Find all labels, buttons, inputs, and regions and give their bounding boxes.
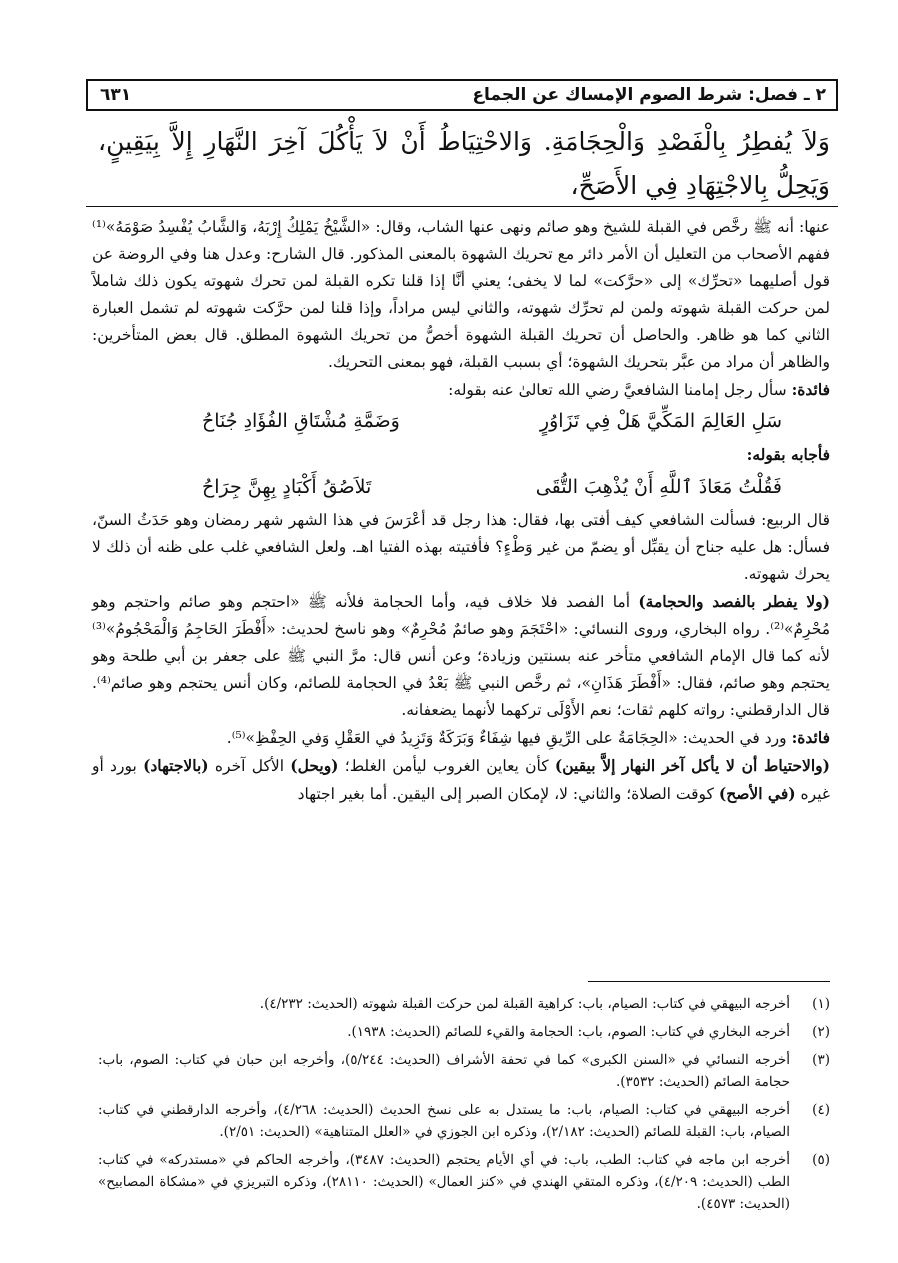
commentary-paragraph-1: عنها: أنه ﷺ رخَّص في القبلة للشيخ وهو صائم ونهى عنها الشاب، وقال: «الشَّيْخُ يَمْلِكُ إِرْبَهُ، وَالشَّابُ يُفْسِدُ صَوْمَهُ»⁽¹⁾ ففهم الأصحاب من التعليل أن الأمر دائر مع تحريك الشهوة بالمعنى المذكور. قال الشارح: وعدل هنا وفي الروضة عن قول أصليهما «تحرِّك» إلى «حرَّكت» لما لا يخفى؛ يعني أنَّا إذا قلنا تكره القبلة لمن تحرك شهوته يكون ذلك شاملاً لمن حركت القبلة شهوته ولمن لم تحرِّك شهوته، والثاني ليس مراداً، وإذا قلنا لمن حرَّكت شهوته لم تشمل العبارة الثاني كما هو ظاهر. والحاصل أن تحريك القبلة الشهوة أخصُّ من تحريك الشهوة المطلق. قال بعض المتأخرين: والظاهر أن مراد من عبَّر بتحريك الشهوة؛ أي بسبب القبلة، فهو بمعنى التحريك. xyxy=(92,218,830,371)
footnote xyxy=(98,1099,830,1143)
footnote xyxy=(98,1049,830,1093)
matn-divider xyxy=(86,206,838,207)
section-title: ٢ ـ فصل: شرط الصوم الإمساك عن الجماع xyxy=(472,85,826,105)
footnote-text: أخرجه ابن ماجه في كتاب: الطب، باب: في أي الأيام يحتجم (الحديث: ٣٤٨٧)، وأخرجه الحاكم في «مستدركه» في كتاب: الطب (الحديث: ٤/٢٠٩)، وذكره المتقي الهندي في «كنز العمال» (الحديث: ٢٨١١٠)، وذكره التبريزي في «مشكاة المصابيح» (الحديث: ٤٥٧٣). xyxy=(98,1152,790,1212)
commentary xyxy=(92,214,830,808)
footnote xyxy=(98,1149,830,1215)
commentary-paragraph-4 xyxy=(92,752,830,808)
verse-2-second-hemistich: تَلاَصُقُ أَكْبَادٍ بِهِنَّ جِرَاحُ xyxy=(202,476,372,498)
matn-text: وَلاَ يُفطِرُ بِالْفَصْدِ وَالْحِجَامَةِ. وَالاحْتِيَاطُ أَنْ لاَ يَأْكُلَ آخِرَ النَّهَارِ إِلاَّ بِيَقِينٍ، وَيَحِلُّ بِالاجْتِهَادِ فِي الأَصَحِّ، xyxy=(98,127,830,200)
commentary-paragraph-2: قال الربيع: فسألت الشافعي كيف أفتى بها، فقال: هذا رجل قد أعْرَسَ في هذا الشهر شهر رمضان وهو حَدَثُ السنّ، فسأل: هل عليه جناح أن يقبِّل أو يضمّ من غير وَطْءٍ؟ فأفتيته بهذه الفتيا اهـ. ولعل الشافعي غلب على ظنه أن ذلك لا يحرك شهوته. xyxy=(92,511,830,583)
faida-2 xyxy=(92,724,830,752)
footnote-number: (١) xyxy=(812,996,830,1012)
verse-2 xyxy=(92,474,830,501)
matn-quote-yahill: (ويحل) xyxy=(290,756,339,775)
faida-1-label: فائدة: xyxy=(791,380,830,399)
faida-1-text: سأل رجل إمامنا الشافعيَّ رضي الله تعالىٰ عنه بقوله: xyxy=(448,381,787,399)
paragraph-4-text-3: بورد أو غيره xyxy=(92,757,830,803)
footnote xyxy=(98,1021,830,1043)
matn-quote-ihtiyat: (والاحتياط أن لا يأكل آخر النهار إلاَّ بيقين) xyxy=(554,756,830,775)
commentary-paragraph-3-text: أما الفصد فلا خلاف فيه، وأما الحجامة فلأنه ﷺ «احتجم وهو صائم واحتجم وهو مُحْرِمٌ»⁽²⁾. رواه البخاري، وروى النسائي: «احْتَجَمَ وهو صائمٌ مُحْرِمٌ» وهو ناسخ لحديث: «أَفْطَرَ الحَاجِمُ وَالْمَحْجُومُ»⁽³⁾ لأنه كما قال الإمام الشافعي متأخر عنه بسنتين وزيادة؛ وعن أنس قال: مرَّ النبي ﷺ على جعفر بن أبي طلحة وهو يحتجم وهو صائم، فقال: «أَفْطَرَ هَذَانِ»، ثم رخَّص النبي ﷺ بَعْدُ في الحجامة للصائم، وكان أنس يحتجم وهو صائم⁽⁴⁾. قال الدارقطني: رواته كلهم ثقات؛ نعم الأَوْلَى تركهما لأنهما يضعفانه. xyxy=(92,593,830,719)
verse-1-first-hemistich: سَلِ العَالِمَ المَكِّيَّ هَلْ فِي تَزَاوُرٍ xyxy=(539,410,782,432)
faida-2-label: فائدة: xyxy=(791,728,830,747)
footnote-number: (٢) xyxy=(812,1024,830,1040)
answer-intro: فأجابه بقوله: xyxy=(746,445,830,464)
paragraph-4-text-2: الأكل آخره xyxy=(214,757,285,775)
matn-quote-fasd: (ولا يفطر بالفصد والحجامة) xyxy=(638,592,830,611)
faida-2-text: ورد في الحديث: «الحِجَامَةُ على الرِّيقِ فيها شِفَاءٌ وَبَرَكَةٌ وَتَزِيدُ في العَقْلِ وَفي الحِفْظِ»⁽⁵⁾. xyxy=(226,729,787,747)
paragraph-4-text-4: كوقت الصلاة؛ والثاني: لا، لإمكان الصبر إلى اليقين. أما بغير اجتهاد xyxy=(297,785,714,803)
page-number: ٦٣١ xyxy=(100,85,132,105)
footnote-text: أخرجه البيهقي في كتاب: الصيام، باب: ما يستدل به على نسخ الحديث (الحديث: ٤/٢٦٨)، وأخرجه الدارقطني في كتاب: الصيام، باب: القبلة للصائم (الحديث: ٢/١٨٢)، وذكره ابن الجوزي في «العلل المتناهية» (الحديث: ٢/٥١). xyxy=(98,1102,791,1140)
commentary-paragraph-3 xyxy=(92,588,830,724)
verse-1-second-hemistich: وَضَمَّةِ مُشْتَاقِ الفُؤَادِ جُنَاحُ xyxy=(202,410,400,432)
matn-quote-asahh: (في الأصح) xyxy=(718,784,796,803)
footnote-number: (٤) xyxy=(812,1102,830,1118)
footnote-text: أخرجه البخاري في كتاب: الصوم، باب: الحجامة والقيء للصائم (الحديث: ١٩٣٨). xyxy=(347,1024,790,1040)
footnote-number: (٣) xyxy=(812,1052,830,1068)
footnote-number: (٥) xyxy=(812,1152,830,1168)
footnotes xyxy=(98,993,830,1221)
matn-quote-ijtihad: (بالاجتهاد) xyxy=(143,756,209,775)
verse-2-first-hemistich: فَقُلْتُ مَعَاذَ ٱللَّهِ أَنْ يُذْهِبَ التُّقَى xyxy=(535,476,782,498)
footnote-divider xyxy=(588,981,830,982)
paragraph-4-text-1: كأن يعاين الغروب ليأمن الغلط؛ xyxy=(344,757,549,775)
faida-1 xyxy=(92,376,830,404)
verse-1 xyxy=(92,408,830,435)
footnote-text: أخرجه البيهقي في كتاب: الصيام، باب: كراهية القبلة لمن حركت القبلة شهوته (الحديث: ٤/٢٣٢). xyxy=(259,996,790,1012)
page-header xyxy=(86,79,838,111)
footnote xyxy=(98,993,830,1015)
footnote-text: أخرجه النسائي في «السنن الكبرى» كما في تحفة الأشراف (الحديث: ٥/٢٤٤)، وأخرجه ابن حبان في كتاب: الصوم، باب: حجامة الصائم (الحديث: ٣٥٣٢). xyxy=(98,1052,790,1090)
